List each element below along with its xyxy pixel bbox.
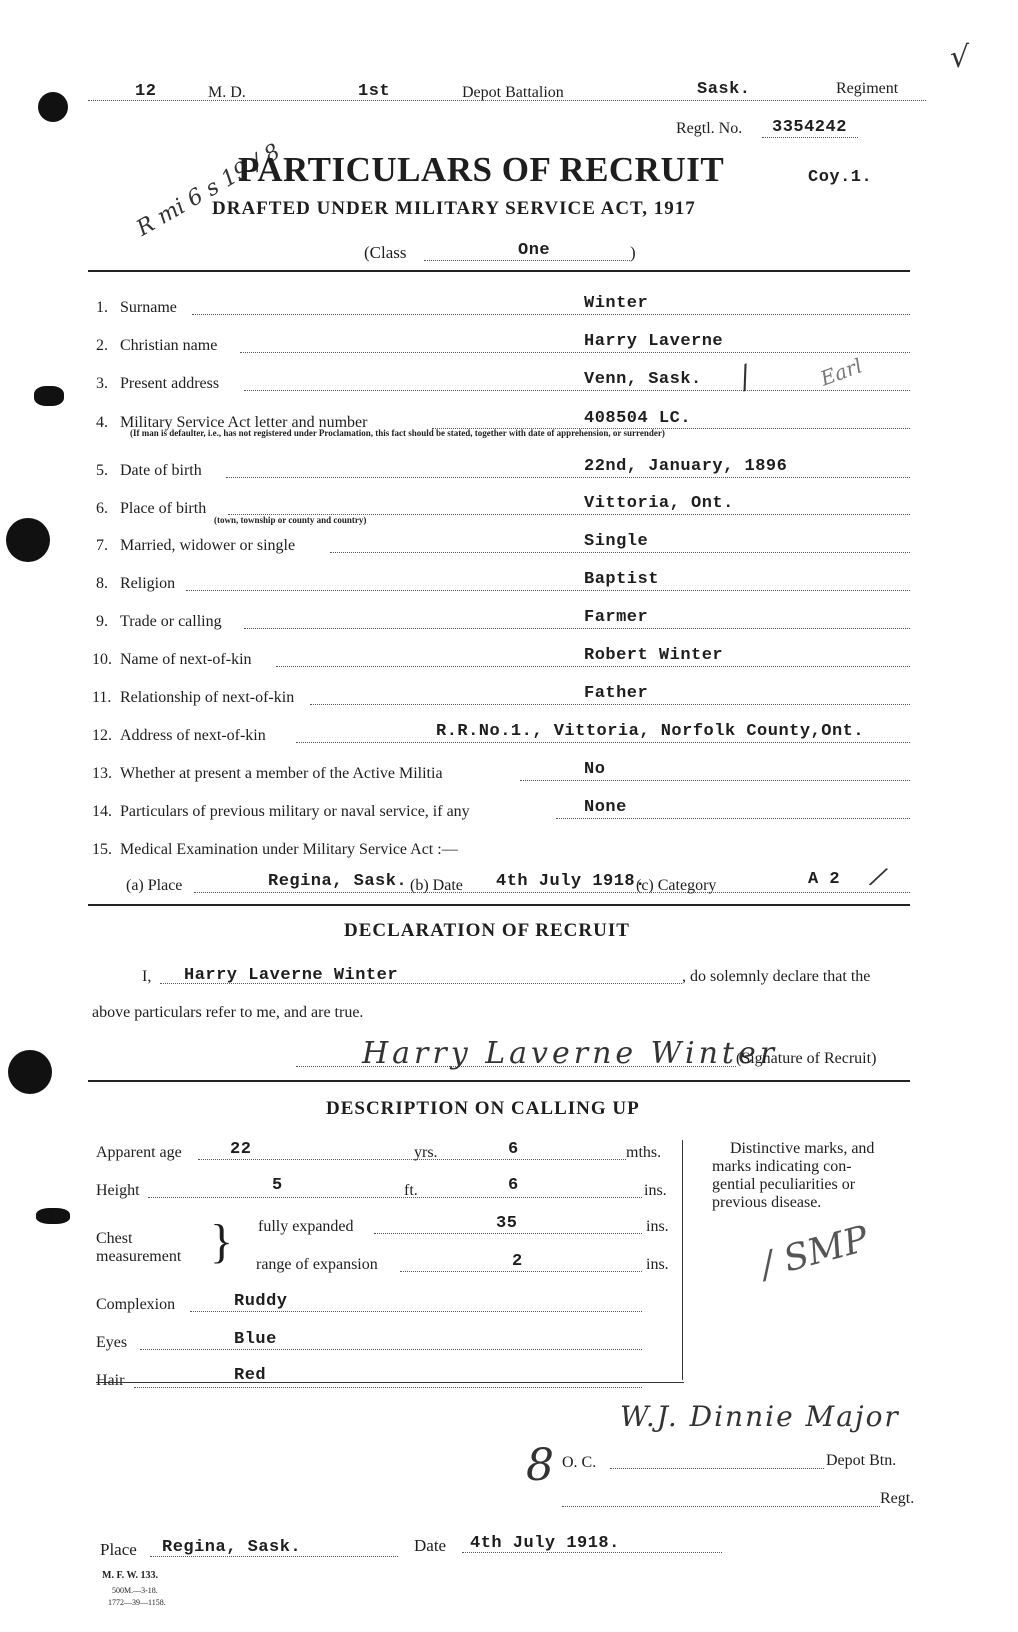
- medical-category-value: A 2: [808, 870, 841, 889]
- hair-value: Red: [234, 1366, 267, 1385]
- field-value: 22nd, January, 1896: [584, 457, 788, 476]
- ins-label: ins.: [644, 1182, 667, 1199]
- ins-label: ins.: [646, 1256, 669, 1273]
- handwritten-note: Earl: [817, 353, 866, 391]
- regtl-number: 3354242: [772, 118, 847, 137]
- field-label: Surname: [120, 299, 177, 316]
- field-number: 5.: [96, 462, 108, 479]
- age-label: Apparent age: [96, 1144, 182, 1161]
- md-number: 12: [135, 82, 157, 101]
- page-subtitle: DRAFTED UNDER MILITARY SERVICE ACT, 1917: [212, 198, 696, 219]
- chest-brace: }: [210, 1215, 234, 1268]
- description-heading: DESCRIPTION ON CALLING UP: [326, 1098, 640, 1119]
- declaration-text: above particulars refer to me, and are true.: [92, 1004, 364, 1021]
- class-value: One: [518, 241, 551, 260]
- field-value: Harry Laverne: [584, 332, 724, 351]
- battalion-number: 1st: [358, 82, 391, 101]
- eyes-label: Eyes: [96, 1334, 128, 1351]
- field-label: Date of birth: [120, 462, 202, 479]
- field-label: Place of birth: [120, 500, 207, 517]
- field-number: 4.: [96, 414, 108, 431]
- height-label: Height: [96, 1182, 140, 1199]
- page-title: PARTICULARS OF RECRUIT: [238, 150, 725, 189]
- punch-hole: [8, 1050, 52, 1094]
- field-number: 3.: [96, 375, 108, 392]
- field-value: R.R.No.1., Vittoria, Norfolk County,Ont.: [436, 722, 865, 741]
- field-number: 12.: [92, 727, 112, 744]
- officer-initial: 8: [526, 1440, 554, 1491]
- field-label: Religion: [120, 575, 176, 592]
- field-label: Relationship of next-of-kin: [120, 689, 295, 706]
- medical-category-label: (c) Category: [636, 877, 717, 894]
- fully-expanded-value: 35: [496, 1214, 518, 1233]
- field-label: Present address: [120, 375, 220, 392]
- punch-hole: [36, 1208, 70, 1224]
- margin-note-handwriting: R mi 6 s 19 / 8: [132, 139, 285, 242]
- field-label: Military Service Act letter and number: [120, 414, 368, 431]
- distinctive-marks-text: marks indicating con-: [712, 1158, 852, 1175]
- fully-expanded-label: fully expanded: [258, 1218, 354, 1235]
- regiment-label: Regiment: [836, 80, 899, 97]
- field-value: Venn, Sask.: [584, 370, 702, 389]
- declaration-suffix: , do solemnly declare that the: [682, 968, 871, 985]
- footer-place-value: Regina, Sask.: [162, 1538, 302, 1557]
- range-expansion-label: range of expansion: [256, 1256, 378, 1273]
- company-label: Coy.1.: [808, 168, 873, 187]
- field-number: 9.: [96, 613, 108, 630]
- officer-signature: W.J. Dinnie Major: [620, 1400, 900, 1433]
- chest-label: measurement: [96, 1248, 182, 1265]
- distinctive-marks-text: previous disease.: [712, 1194, 822, 1211]
- class-close: ): [630, 243, 636, 262]
- mths-label: mths.: [626, 1144, 662, 1161]
- field-value: Single: [584, 532, 649, 551]
- field-label: Particulars of previous military or naval service, if any: [120, 803, 470, 820]
- field-label: Whether at present a member of the Active Militia: [120, 765, 443, 782]
- height-inches: 6: [508, 1176, 519, 1195]
- complexion-label: Complexion: [96, 1296, 176, 1313]
- divider: [88, 1080, 910, 1082]
- hair-label: Hair: [96, 1372, 125, 1389]
- handwritten-check: √: [950, 40, 970, 75]
- ft-label: ft.: [404, 1182, 418, 1199]
- field-value: Robert Winter: [584, 646, 724, 665]
- field-value: None: [584, 798, 627, 817]
- field-label: Medical Examination under Military Service Act :—: [120, 841, 458, 858]
- field-label: Christian name: [120, 337, 218, 354]
- field-value: 408504 LC.: [584, 409, 692, 428]
- field-number: 8.: [96, 575, 108, 592]
- field-label: Married, widower or single: [120, 537, 296, 554]
- punch-hole: [38, 92, 68, 122]
- declaration-name: Harry Laverne Winter: [184, 966, 399, 985]
- print-code: 500M.—3-18.: [112, 1586, 158, 1595]
- punch-hole: [34, 386, 64, 406]
- ins-label: ins.: [646, 1218, 669, 1235]
- field-number: 2.: [96, 337, 108, 354]
- battalion-label: Depot Battalion: [462, 84, 564, 101]
- field-value: No: [584, 760, 606, 779]
- field-label: Trade or calling: [120, 613, 222, 630]
- eyes-value: Blue: [234, 1330, 277, 1349]
- field-number: 13.: [92, 765, 112, 782]
- depot-btn-label: Depot Btn.: [826, 1452, 897, 1469]
- complexion-value: Ruddy: [234, 1292, 288, 1311]
- handwritten-marks-note: / SMP: [756, 1218, 873, 1287]
- divider: [88, 270, 910, 272]
- handwritten-check: /: [869, 861, 888, 893]
- footer-date-label: Date: [414, 1536, 447, 1555]
- field-number: 1.: [96, 299, 108, 316]
- footer-place-label: Place: [100, 1540, 137, 1559]
- age-months: 6: [508, 1140, 519, 1159]
- medical-place-label: (a) Place: [126, 877, 183, 894]
- punch-hole: [6, 518, 50, 562]
- age-years: 22: [230, 1140, 252, 1159]
- field-value: Winter: [584, 294, 649, 313]
- field-note: (town, township or county and country): [214, 515, 367, 525]
- field-note: (If man is defaulter, i.e., has not registered under Proclamation, this fact should be stated, together with date of apprehension, or surrender): [130, 428, 665, 438]
- medical-date-label: (b) Date: [410, 877, 463, 894]
- field-value: Baptist: [584, 570, 659, 589]
- field-label: Name of next-of-kin: [120, 651, 252, 668]
- distinctive-marks-text: Distinctive marks, and: [730, 1140, 875, 1157]
- field-number: 15.: [92, 841, 112, 858]
- regiment-value: Sask.: [697, 80, 751, 99]
- declaration-prefix: I,: [142, 968, 152, 985]
- oc-label: O. C.: [562, 1454, 597, 1471]
- medical-date-value: 4th July 1918.: [496, 872, 646, 891]
- recruit-signature: Harry Laverne Winter: [362, 1036, 779, 1071]
- field-value: Vittoria, Ont.: [584, 494, 734, 513]
- md-label: M. D.: [208, 84, 246, 101]
- height-feet: 5: [272, 1176, 283, 1195]
- field-number: 10.: [92, 651, 112, 668]
- class-label: (Class: [364, 243, 407, 262]
- field-number: 11.: [92, 689, 112, 706]
- regtl-label: Regtl. No.: [676, 120, 743, 137]
- yrs-label: yrs.: [414, 1144, 438, 1161]
- signature-label: (Signature of Recruit): [736, 1050, 877, 1067]
- field-number: 7.: [96, 537, 108, 554]
- field-number: 6.: [96, 500, 108, 517]
- print-code: 1772—39—1158.: [108, 1598, 166, 1607]
- regt-label: Regt.: [880, 1490, 915, 1507]
- range-expansion-value: 2: [512, 1252, 523, 1271]
- field-value: Farmer: [584, 608, 649, 627]
- footer-date-value: 4th July 1918.: [470, 1534, 620, 1553]
- field-label: Address of next-of-kin: [120, 727, 266, 744]
- distinctive-marks-box-bottom: [96, 1382, 684, 1383]
- declaration-heading: DECLARATION OF RECRUIT: [344, 920, 630, 941]
- form-code: M. F. W. 133.: [102, 1570, 159, 1581]
- field-number: 14.: [92, 803, 112, 820]
- chest-label: Chest: [96, 1230, 133, 1247]
- divider: [88, 904, 910, 906]
- handwritten-check: /: [733, 359, 758, 396]
- medical-place-value: Regina, Sask.: [268, 872, 408, 891]
- distinctive-marks-box: [682, 1140, 683, 1380]
- field-value: Father: [584, 684, 649, 703]
- distinctive-marks-text: gential peculiarities or: [712, 1176, 856, 1193]
